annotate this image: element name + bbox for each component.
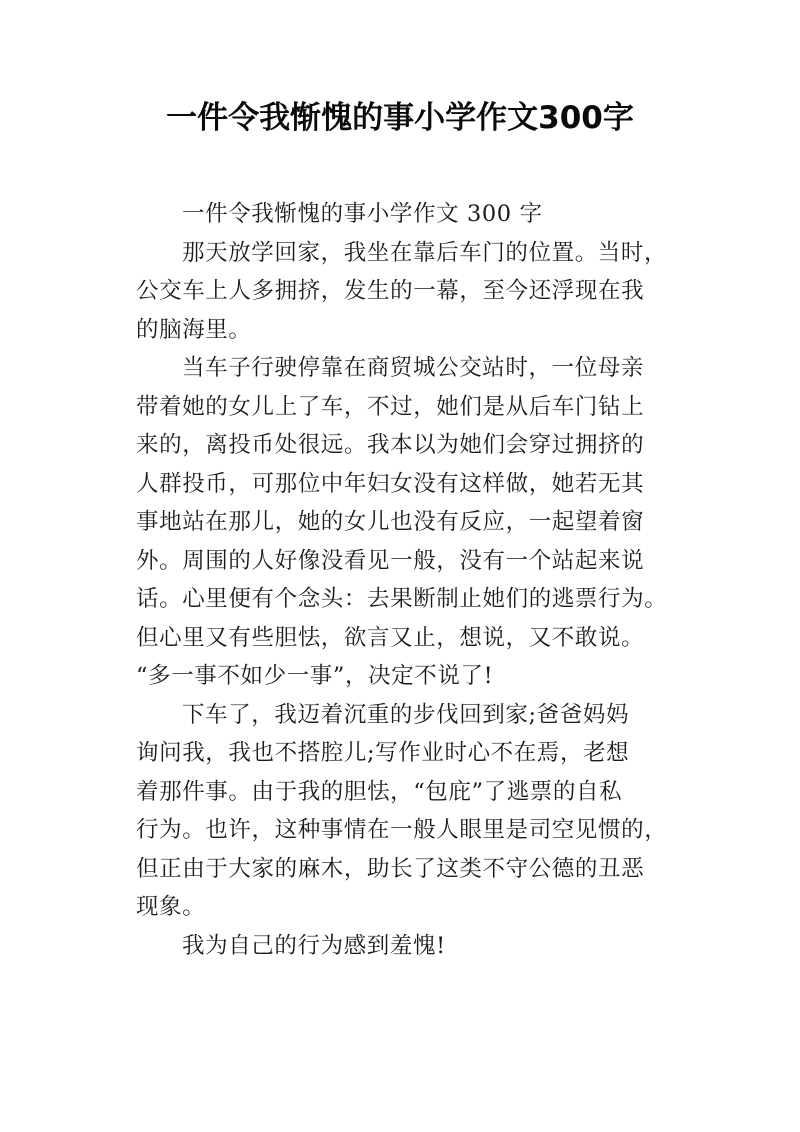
essay-line: 下车了，我迈着沉重的步伐回到家;爸爸妈妈 xyxy=(182,701,630,728)
essay-line: 人群投币，可那位中年妇女没有这样做，她若无其 xyxy=(136,470,645,497)
essay-line: 的脑海里。 xyxy=(136,316,252,343)
document-title: 一件令我惭愧的事小学作文300字 xyxy=(166,100,634,136)
essay-line: 外。周围的人好像没看见一般，没有一个站起来说 xyxy=(136,547,645,574)
essay-line: 来的，离投币处很远。我本以为她们会穿过拥挤的 xyxy=(136,432,645,458)
essay-line: 那天放学回家，我坐在靠后车门的位置。当时， xyxy=(182,239,668,266)
essay-line: “多一事不如少一事”，决定不说了! xyxy=(136,663,494,689)
essay-line: 一件令我惭愧的事小学作文 300 字 xyxy=(182,201,543,227)
essay-line: 现象。 xyxy=(136,894,206,920)
essay-line: 但心里又有些胆怯，欲言又止，想说，又不敢说。 xyxy=(136,624,645,651)
essay-line: 话。心里便有个念头：去果断制止她们的逃票行为。 xyxy=(136,586,668,612)
essay-line: 着那件事。由于我的胆怯，“包庇”了逃票的自私 xyxy=(136,778,623,805)
essay-line: 行为。也许，这种事情在一般人眼里是司空见惯的， xyxy=(136,817,668,843)
essay-body xyxy=(136,195,676,965)
essay-line: 询问我，我也不搭腔儿;写作业时心不在焉，老想 xyxy=(136,740,630,766)
essay-line: 公交车上人多拥挤，发生的一幕，至今还浮现在我 xyxy=(136,278,645,304)
essay-line: 但正由于大家的麻木，助长了这类不守公德的丑恶 xyxy=(136,855,645,882)
essay-line: 带着她的女儿上了车，不过，她们是从后车门钻上 xyxy=(136,393,645,420)
essay-line: 事地站在那儿，她的女儿也没有反应，一起望着窗 xyxy=(136,509,645,535)
essay-line: 当车子行驶停靠在商贸城公交站时，一位母亲 xyxy=(182,355,645,381)
essay-line: 我为自己的行为感到羞愧! xyxy=(182,932,446,959)
